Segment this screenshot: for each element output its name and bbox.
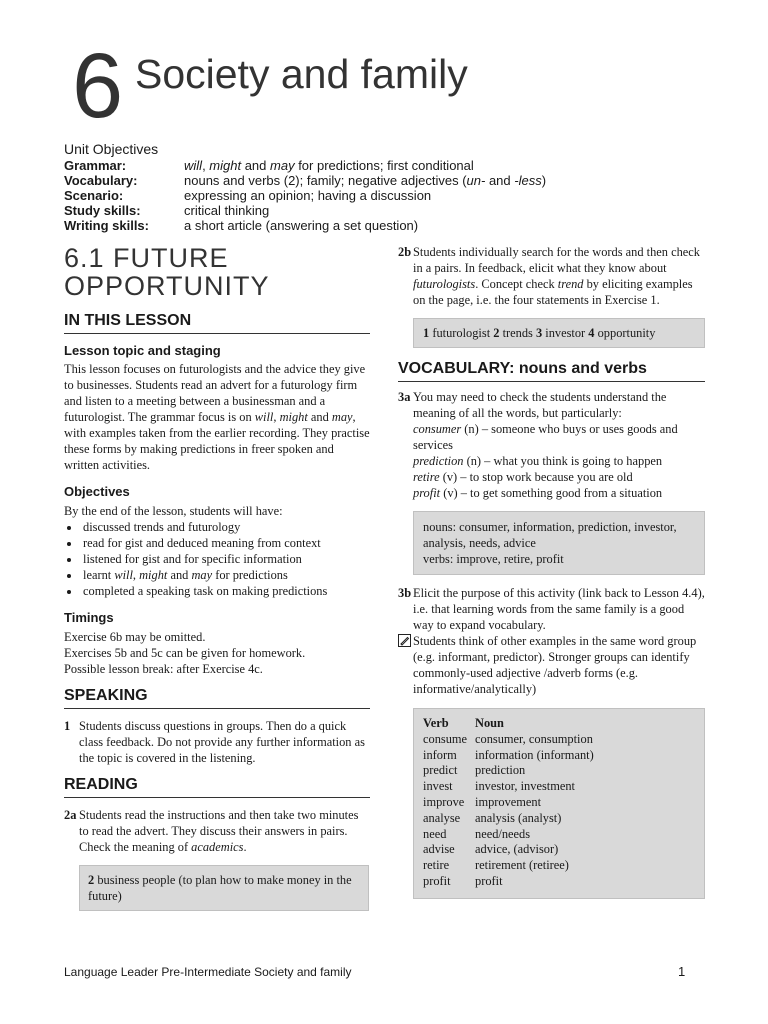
lesson-title-line2: OPPORTUNITY xyxy=(64,271,270,301)
exercise-text: Students individually search for the words and then check in a pairs. In feedback, elicit what they know about futurologists. Concept check trend by eliciting examples on the page, i.e. the four statements in Exercise 1. xyxy=(413,245,700,307)
objective-value: critical thinking xyxy=(184,203,270,218)
word-family-table xyxy=(423,716,594,890)
exercise-number: 2a xyxy=(64,808,77,822)
objective-row-scenario xyxy=(64,188,704,203)
unit-objectives-title: Unit Objectives xyxy=(64,141,159,157)
table-row xyxy=(423,858,594,874)
exercise-number: 1 xyxy=(64,719,71,733)
answer-number: 4 xyxy=(588,326,595,340)
answer-word: opportunity xyxy=(597,326,656,340)
list-item: • listened for gist and for specific information xyxy=(81,551,370,567)
objective-row-writing-skills xyxy=(64,218,704,233)
exercise-text xyxy=(413,389,705,501)
table-header-row xyxy=(423,716,594,732)
lesson-title xyxy=(64,244,370,300)
answer-number: 3 xyxy=(535,326,543,340)
timings-line: Exercises 5b and 5c can be given for homework. xyxy=(64,646,306,660)
exercise-number: 2b xyxy=(398,245,412,259)
noun-cell: profit xyxy=(475,873,503,888)
right-column xyxy=(398,244,705,899)
objective-label: Scenario: xyxy=(64,188,124,203)
exercise-text: Students read the instructions and then take two minutes to read the advert. They discuss their answers in pairs. Check the meaning of academics. xyxy=(79,808,359,854)
objectives-intro: By the end of the lesson, students will have: xyxy=(64,504,283,518)
column-header-noun: Noun xyxy=(475,716,504,730)
definition-word: profit xyxy=(413,486,441,500)
verb-cell: retire xyxy=(423,858,450,873)
objective-row-grammar xyxy=(64,158,704,173)
definition-text: – to stop work because you are old xyxy=(460,470,633,484)
answer-nouns: nouns: consumer, information, prediction, investor, analysis, needs, advice xyxy=(423,520,677,550)
answer-number: 1 xyxy=(423,326,430,340)
table-row xyxy=(423,827,594,843)
objective-label: Grammar: xyxy=(64,158,127,173)
noun-cell: information (informant) xyxy=(475,747,594,762)
noun-cell: investor, investment xyxy=(475,779,575,794)
exercise-3a xyxy=(398,389,705,501)
objective-value: will, might and may for predictions; first conditional xyxy=(184,158,474,173)
unit-objectives xyxy=(64,142,704,233)
timings-heading: Timings xyxy=(64,610,114,625)
table-row xyxy=(423,811,594,827)
objective-row-study-skills xyxy=(64,203,704,218)
definition-text: – someone who buys or uses goods and services xyxy=(413,422,678,452)
objectives-heading: Objectives xyxy=(64,484,130,499)
definition-text: – to get something good from a situation xyxy=(460,486,663,500)
unit-header xyxy=(72,35,712,137)
list-item: • read for gist and deduced meaning from context xyxy=(81,535,370,551)
answer-text: business people (to plan how to make money in the future) xyxy=(88,873,352,903)
vocabulary-heading: VOCABULARY: nouns and verbs xyxy=(398,360,705,382)
noun-cell: improvement xyxy=(475,794,542,809)
extension-pencil-icon xyxy=(398,634,410,646)
verb-cell: advise xyxy=(423,842,455,857)
table-row xyxy=(423,795,594,811)
exercise-2b xyxy=(398,244,705,308)
answer-word: trends xyxy=(502,326,533,340)
answer-number: 2 xyxy=(493,326,500,340)
exercise-number: 3b xyxy=(398,586,412,600)
verb-cell: profit xyxy=(423,873,451,888)
verb-cell: consume xyxy=(423,731,468,746)
answer-box-2a xyxy=(79,865,369,911)
verb-cell: predict xyxy=(423,763,458,778)
objective-label: Vocabulary: xyxy=(64,173,138,188)
objective-label: Writing skills: xyxy=(64,218,149,233)
speaking-heading: SPEAKING xyxy=(64,687,370,709)
noun-cell: advice, (advisor) xyxy=(475,842,559,857)
noun-cell: need/needs xyxy=(475,826,531,841)
exercise-intro: You may need to check the students understand the meaning of all the words, but particularly: xyxy=(413,390,667,420)
verb-cell: improve xyxy=(423,794,465,809)
answer-box-2b xyxy=(413,318,705,348)
word-family-table-box xyxy=(413,708,705,899)
speaking-exercise-1 xyxy=(64,718,370,766)
extension-text: Students think of other examples in the same word group (e.g. informant, predictor). Stronger groups can identify commonly-used adjective /adverb forms (e.g. informative/analytically) xyxy=(413,634,697,696)
noun-cell: consumer, consumption xyxy=(475,731,593,746)
lesson-topic-text: This lesson focuses on futurologists and the advice they give to businesses. Students read an advert for a futurology firm and listen to a meeting between a businessman and a futurologist. The grammar focus is on will, might and may, with examples taken from the earlier recording. They practise these forms by making predictions in freer spoken and written activities. xyxy=(64,362,370,472)
reading-exercise-2a xyxy=(64,807,370,855)
table-row xyxy=(423,748,594,764)
exercise-number: 3a xyxy=(398,390,411,404)
unit-title: Society and family xyxy=(135,51,468,97)
reading-heading: READING xyxy=(64,776,370,798)
table-row xyxy=(423,732,594,748)
noun-cell: prediction xyxy=(475,763,526,778)
lesson-title-line1: 6.1 FUTURE xyxy=(64,243,229,273)
definition-word: prediction xyxy=(413,454,464,468)
extension-note xyxy=(398,633,705,697)
list-item: • learnt will, might and may for predictions xyxy=(81,567,370,583)
list-item: • completed a speaking task on making predictions xyxy=(81,583,370,599)
verb-cell: need xyxy=(423,826,447,841)
page-number: 1 xyxy=(678,964,686,979)
table-row xyxy=(423,842,594,858)
definition-word: consumer xyxy=(413,422,462,436)
objective-row-vocabulary xyxy=(64,173,704,188)
exercise-text: Elicit the purpose of this activity (link back to Lesson 4.4), i.e. that learning words from the same family is a good way to expand vocabulary. xyxy=(413,586,705,632)
in-this-lesson-heading: IN THIS LESSON xyxy=(64,312,370,334)
definition-word: retire xyxy=(413,470,440,484)
answer-number: 2 xyxy=(88,873,95,887)
definition-pos: (n) xyxy=(464,422,479,436)
verb-cell: inform xyxy=(423,747,457,762)
list-item: • discussed trends and futurology xyxy=(81,519,370,535)
objective-value: a short article (answering a set question) xyxy=(184,218,419,233)
table-row xyxy=(423,874,594,890)
answer-word: futurologist xyxy=(432,326,491,340)
table-row xyxy=(423,779,594,795)
lesson-topic-heading: Lesson topic and staging xyxy=(64,343,221,358)
timings-line: Possible lesson break: after Exercise 4c. xyxy=(64,662,263,676)
left-column xyxy=(64,244,370,911)
column-header-verb: Verb xyxy=(423,716,449,730)
verb-cell: analyse xyxy=(423,810,461,825)
answer-box-3a xyxy=(413,511,705,575)
definition-text: – what you think is going to happen xyxy=(484,454,663,468)
definition-pos: (v) xyxy=(442,470,458,484)
noun-cell: analysis (analyst) xyxy=(475,810,562,825)
exercise-text: Students discuss questions in groups. Then do a quick class feedback. Do not provide any further information as the topic is covered in the listening. xyxy=(79,719,365,765)
definition-pos: (n) xyxy=(466,454,482,468)
objective-value: expressing an opinion; having a discussion xyxy=(184,188,432,203)
answer-word: investor xyxy=(545,326,586,340)
objective-label: Study skills: xyxy=(64,203,141,218)
objectives-list xyxy=(64,519,370,599)
footer-title: Language Leader Pre-Intermediate Society and family xyxy=(64,965,352,979)
definition-pos: (v) xyxy=(443,486,458,500)
table-row xyxy=(423,763,594,779)
objective-value: nouns and verbs (2); family; negative adjectives (un- and -less) xyxy=(184,173,547,188)
unit-number: 6 xyxy=(72,35,124,137)
exercise-3b xyxy=(398,585,705,633)
timings-line: Exercise 6b may be omitted. xyxy=(64,630,206,644)
noun-cell: retirement (retiree) xyxy=(475,858,569,873)
verb-cell: invest xyxy=(423,779,453,794)
answer-verbs: verbs: improve, retire, profit xyxy=(423,552,564,566)
